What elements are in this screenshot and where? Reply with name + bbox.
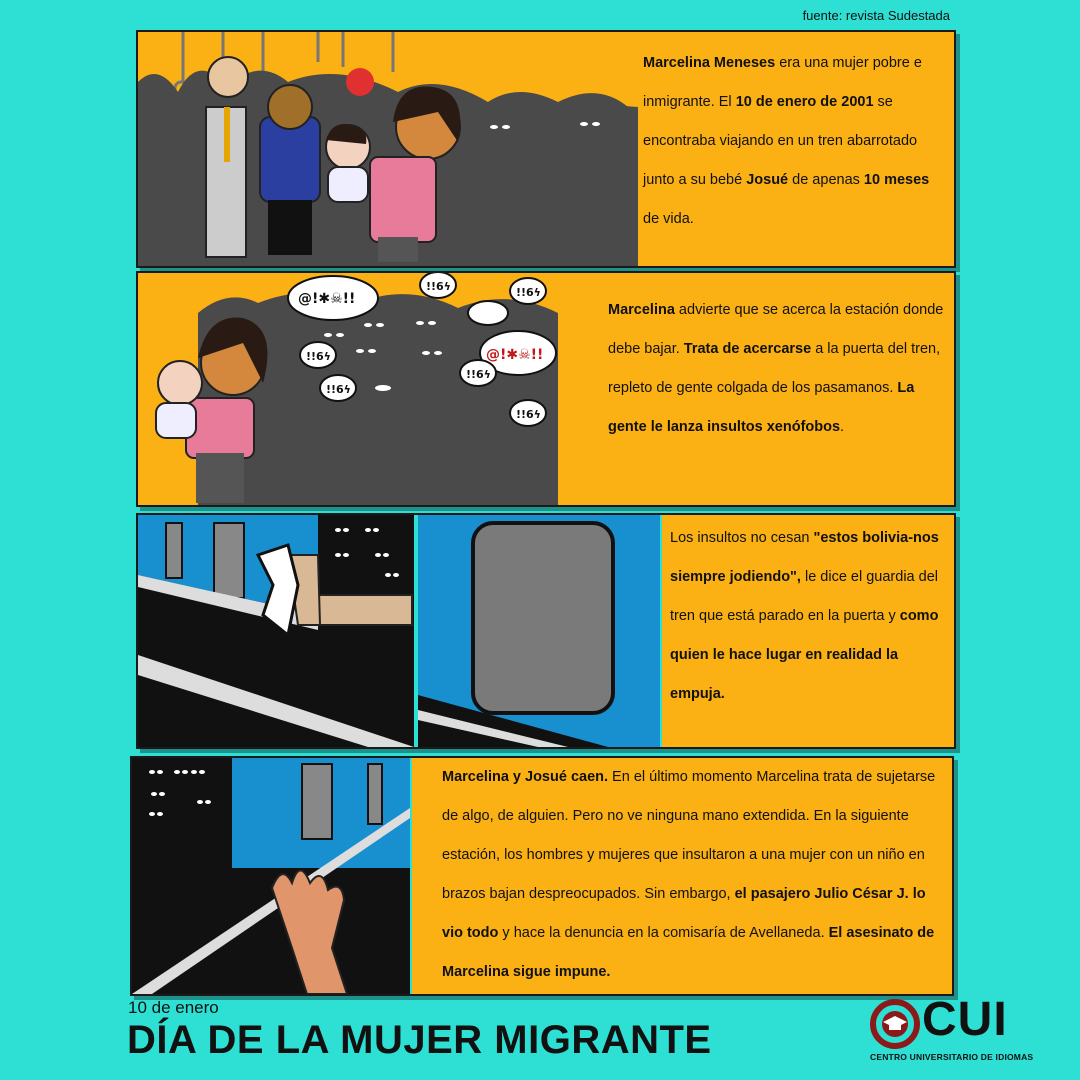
- logo-subtitle: CENTRO UNIVERSITARIO DE IDIOMAS: [870, 1052, 1034, 1062]
- panel-3-art-left: [138, 515, 414, 747]
- svg-text:!!6ϟ: !!6ϟ: [516, 286, 541, 299]
- panel-3-text: Los insultos no cesan "estos bolivia-nos siempre jodiendo", le dice el guardia del tren que está parado en la puerta y como quien le hace lugar en realidad la empuja.: [670, 530, 939, 702]
- page-title: DÍA DE LA MUJER MIGRANTE: [127, 1018, 712, 1062]
- source-credit: fuente: revista Sudestada: [802, 8, 950, 23]
- panel-3-art-right: [418, 515, 660, 747]
- svg-text:!!6ϟ: !!6ϟ: [516, 408, 541, 421]
- comic-panel-4: [130, 756, 954, 996]
- svg-text:!!6ϟ: !!6ϟ: [306, 350, 331, 363]
- panel-4-text-box: [412, 758, 952, 994]
- graduation-cap-icon: [870, 996, 920, 1052]
- logo-name: CUI: [922, 993, 1008, 1046]
- comic-panel-2: [136, 271, 956, 507]
- panel-4-text: Marcelina y Josué caen. En el último momento Marcelina trata de sujetarse de algo, de alguien. Pero no ve ninguna mano extendida. En la siguiente estación, los hombres y mujeres que insultaron a una mujer con un niño en brazos bajan despreocupados. Sin embargo, el pasajero Julio César J. lo vio todo y hace la denuncia en la comisaría de Avellaneda. El asesinato de Marcelina sigue impune.: [442, 769, 936, 980]
- svg-text:!!6ϟ: !!6ϟ: [426, 280, 451, 293]
- svg-text:!!6ϟ: !!6ϟ: [466, 368, 491, 381]
- comic-panel-1: [136, 30, 956, 268]
- comic-panel-3: [136, 513, 956, 749]
- svg-text:@!✱☠!!: @!✱☠!!: [298, 291, 356, 307]
- footer-date: 10 de enero: [128, 998, 219, 1017]
- panel-2-text: Marcelina advierte que se acerca la estación donde debe bajar. Trata de acercarse a la puerta del tren, repleto de gente colgada de los pasamanos. La gente le lanza insultos xenófobos.: [608, 302, 944, 435]
- svg-text:!!6ϟ: !!6ϟ: [326, 383, 351, 396]
- panel-3-text-box: [662, 515, 954, 747]
- panel-4-art: [132, 758, 410, 994]
- svg-text:@!✱☠!!: @!✱☠!!: [486, 347, 544, 363]
- panel-1-text: Marcelina Meneses era una mujer pobre e inmigrante. El 10 de enero de 2001 se encontraba viajando en un tren abarrotado junto a su bebé Josué de apenas 10 meses de vida.: [643, 55, 930, 227]
- cui-logo: [870, 993, 1050, 1066]
